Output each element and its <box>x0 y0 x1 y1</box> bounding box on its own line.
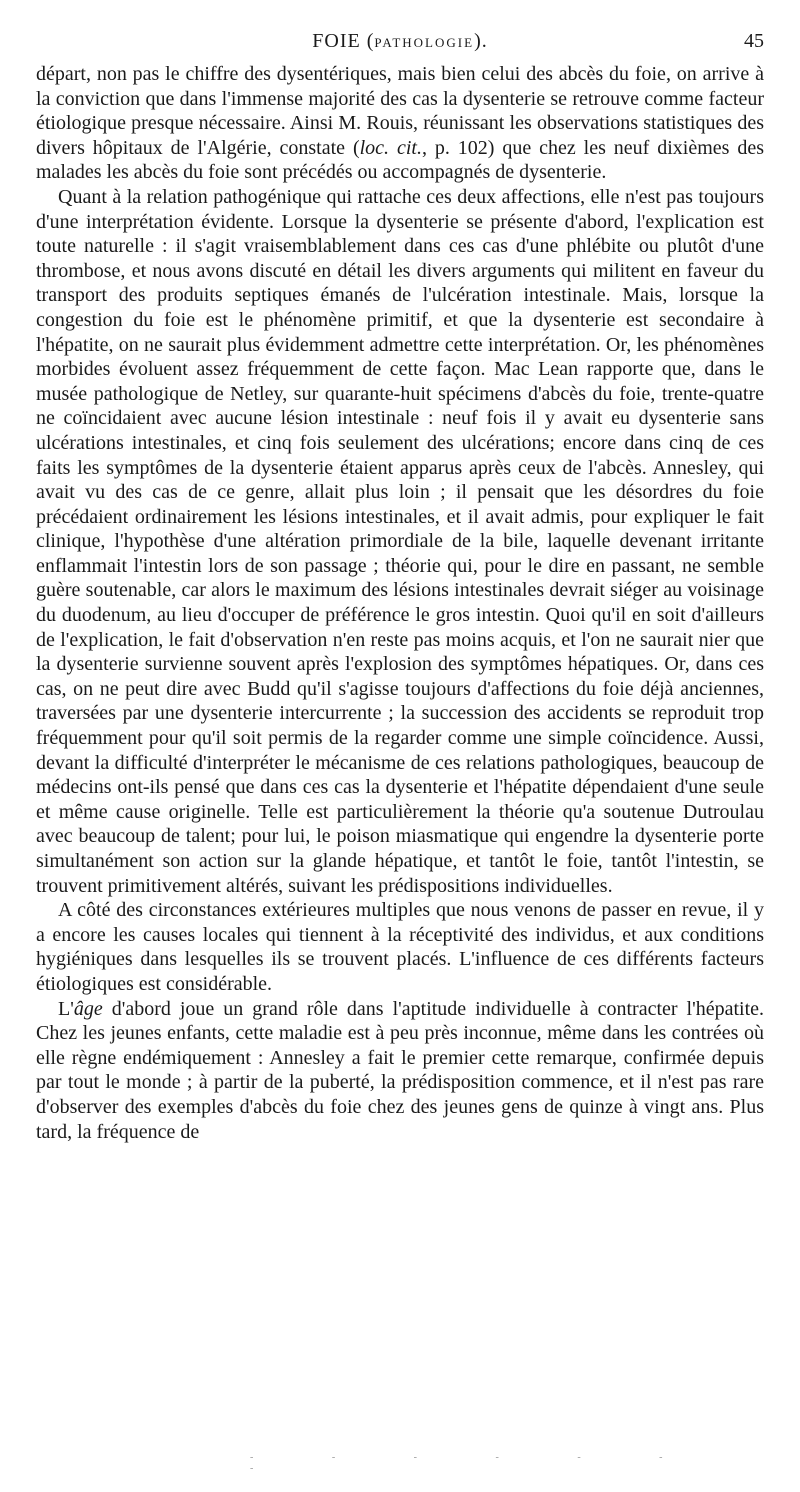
paragraph-1-end: , p. 102) que chez les neuf dixièmes des malades les abcès du foie sont précédés ou accompagnés de dysenterie. <box>36 136 765 184</box>
running-title-main: FOIE ( <box>312 30 375 52</box>
paragraph-1-italic: loc. cit. <box>359 136 422 159</box>
paragraph-3: A côté des circonstances extérieures multiples que nous venons de passer en revue, il y a encore les causes locales qui tiennent à la réceptivité des individus, et aux conditions hygiéniques dans lesquelles ils se trouvent placés. L'influence de ces différents facteurs étiologiques est considérable. <box>36 899 764 995</box>
page-number: 45 <box>744 30 764 52</box>
paragraph-4-start: L' <box>58 997 74 1020</box>
paragraph-2: Quant à la relation pathogénique qui rattache ces deux affections, elle n'est pas toujours d'une interprétation évidente. Lorsque la dysenterie se présente d'abord, l'explication est toute naturelle : il s'agit vraisemblablement dans ces cas d'une phlébite ou plutôt d'une thrombose, et nous avons discuté en détail les divers arguments qui militent en faveur du transport des produits septiques émanés de l'ulcération intestinale. Mais, lorsque la congestion du foie est le phénomène primitif, et que la dysenterie est secondaire à l'hépatite, on ne saurait plus évidemment admettre cette interprétation. Or, les phénomènes morbides évoluent assez fréquemment de cette façon. Mac Lean rapporte que, dans le musée pathologique de Netley, sur quarante-huit spécimens d'abcès du foie, trente-quatre ne coïncidaient avec aucune lésion intestinale : neuf fois il y avait eu dysenterie sans ulcérations intestinales, et cinq fois seulement des ulcérations; encore dans cinq de ces faits les symptômes de la dysenterie étaient apparus après ceux de l'abcès. Annesley, qui avait vu des cas de ce genre, allait plus loin ; il pensait que les désordres du foie précédaient ordinairement les lésions intestinales, et il avait admis, pour expliquer le fait clinique, l'hypothèse d'une altération primordiale de la bile, laquelle devenant irritante enflammait l'intestin lors de son passage ; théorie qui, pour le dire en passant, ne semble guère soutenable, car alors le maximum des lésions intestinales devrait siéger au voisinage du duodenum, au lieu d'occuper de préférence le gros intestin. Quoi qu'il en soit d'ailleurs de l'explication, le fait d'observation n'en reste pas moins acquis, et l'on ne saurait nier que la dysenterie survienne souvent après l'explosion des symptômes hépatiques. Or, dans ces cas, on ne peut dire avec Budd qu'il s'agisse toujours d'affections du foie déjà anciennes, traversées par une dysenterie intercurrente ; la succession des accidents se reproduit trop fréquemment pour qu'il soit permis de la regarder comme une simple coïncidence. Aussi, devant la difficulté d'interpréter le mécanisme de ces relations pathologiques, beaucoup de médecins ont-ils pensé que dans ces cas la dysenterie et l'hépatite dépendaient d'une seule et même cause originelle. Telle est particulièrement la théorie qu'a soutenue Dutroulau avec beaucoup de talent; pour lui, le poison miasmatique qui engendre la dysenterie porte simultanément son action sur la glande hépatique, et tantôt le foie, tantôt l'intestin, se trouvent primitivement altérés, suivant les prédispositions individuelles. <box>36 185 764 897</box>
paragraph-4 <box>36 997 764 1145</box>
paragraph-4-italic: âge <box>73 997 103 1020</box>
running-title <box>36 30 764 53</box>
paragraph-4-text: d'abord joue un grand rôle dans l'aptitude individuelle à contracter l'hépatite. Chez les jeunes enfants, cette maladie est à peu près inconnue, même dans les contrées où elle règne endémiquement : Annesley a fait le premier cette remarque, confirmée depuis par tout le monde ; à partir de la puberté, la prédisposition commence, et il n'est pas rare d'observer des exemples d'abcès du foie chez des jeunes gens de quinze à vingt ans. Plus tard, la fréquence de <box>36 997 764 1143</box>
body-text <box>36 62 764 1144</box>
running-title-end: ). <box>474 30 488 52</box>
footer-print-marks: - - - - - - - <box>250 1452 701 1474</box>
paragraph-1-text: départ, non pas le chiffre des dysentériques, mais bien celui des abcès du foie, on arrive à la conviction que dans l'immense majorité des cas la dysenterie se retrouve comme facteur étiologique presque nécessaire. Ainsi M. Rouis, réunissant les observations statistiques des divers hôpitaux de l'Algérie, constate ( <box>36 63 764 159</box>
running-title-small-caps: PATHOLOGIE <box>374 35 475 50</box>
paragraph-1 <box>36 62 764 185</box>
running-head <box>36 30 764 56</box>
